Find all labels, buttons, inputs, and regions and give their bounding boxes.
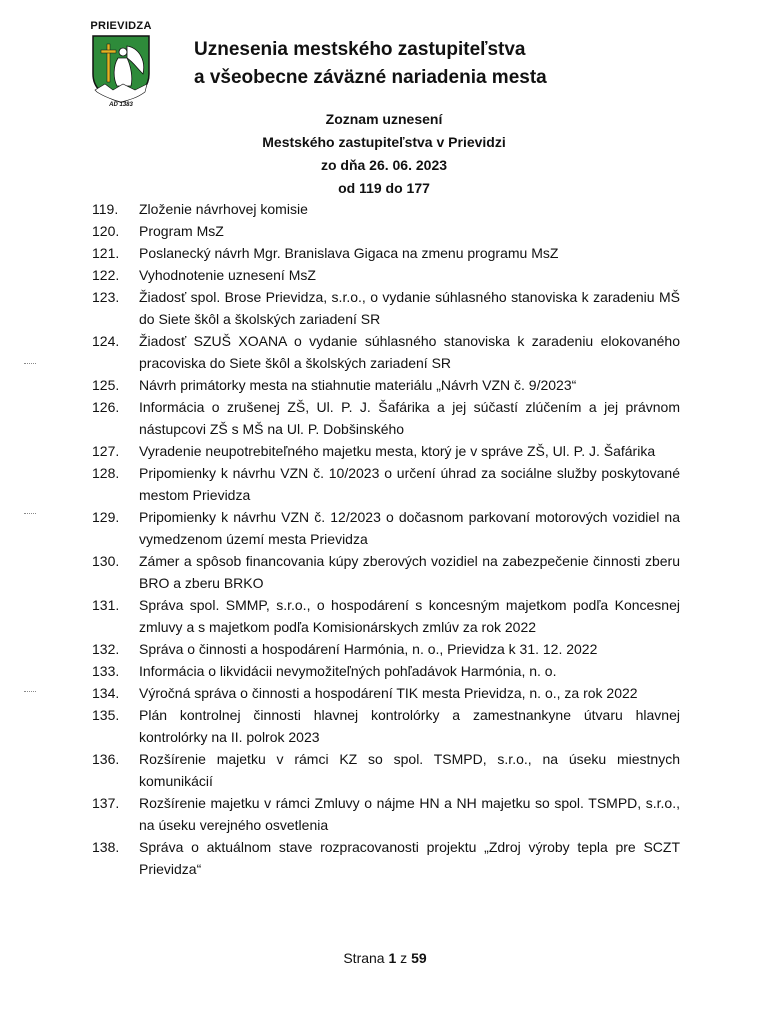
resolution-title: Správa o aktuálnom stave rozpracovanosti projektu „Zdroj výroby tepla pre SCZT Prievidza“ bbox=[139, 839, 680, 877]
resolution-title: Žiadosť SZUŠ XOANA o vydanie súhlasného stanoviska k zaradeniu elokovaného pracoviska do Siete škôl a školských zariadení SR bbox=[139, 333, 680, 371]
list-header-line-4: od 119 do 177 bbox=[338, 180, 430, 196]
resolution-item bbox=[92, 330, 680, 374]
resolution-item bbox=[92, 748, 680, 792]
margin-mark bbox=[24, 513, 36, 514]
resolution-title: Vyradenie neupotrebiteľného majetku mesta, ktorý je v správe ZŠ, Ul. P. J. Šafárika bbox=[139, 443, 656, 459]
resolution-title: Zloženie návrhovej komisie bbox=[139, 201, 308, 217]
crest-year: AD 1383 bbox=[109, 102, 133, 108]
document-title bbox=[194, 36, 547, 92]
footer-total-pages: 59 bbox=[411, 950, 427, 966]
footer-separator: z bbox=[400, 950, 408, 966]
resolution-item bbox=[92, 286, 680, 330]
resolution-item bbox=[92, 264, 680, 286]
resolution-item bbox=[92, 198, 680, 220]
resolution-number: 129. bbox=[92, 509, 120, 525]
document-title-line-2: a všeobecne záväzné nariadenia mesta bbox=[194, 67, 547, 88]
resolution-item bbox=[92, 594, 680, 638]
resolution-list bbox=[92, 198, 680, 880]
crest-town-name: PRIEVIDZA bbox=[90, 20, 152, 32]
resolution-item bbox=[92, 396, 680, 440]
margin-mark bbox=[24, 691, 36, 692]
resolution-title: Rozšírenie majetku v rámci Zmluvy o nájme HN a NH majetku so spol. TSMPD, s.r.o., na úseku verejného osvetlenia bbox=[139, 795, 680, 833]
resolution-number: 135. bbox=[92, 707, 120, 723]
resolution-number: 125. bbox=[92, 377, 120, 393]
resolution-title: Informácia o likvidácii nevymožiteľných pohľadávok Harmónia, n. o. bbox=[139, 663, 557, 679]
resolution-number: 132. bbox=[92, 641, 120, 657]
resolution-number: 136. bbox=[92, 751, 120, 767]
resolution-number: 131. bbox=[92, 597, 120, 613]
footer-prefix: Strana bbox=[343, 950, 385, 966]
resolution-title: Pripomienky k návrhu VZN č. 12/2023 o dočasnom parkovaní motorových vozidiel na vymedzenom území mesta Prievidza bbox=[139, 509, 680, 547]
resolution-item bbox=[92, 682, 680, 704]
resolution-number: 123. bbox=[92, 289, 120, 305]
resolution-number: 121. bbox=[92, 245, 120, 261]
resolution-number: 122. bbox=[92, 267, 120, 283]
resolution-number: 127. bbox=[92, 443, 120, 459]
resolution-number: 119. bbox=[92, 201, 119, 217]
crest-shield-icon bbox=[91, 34, 151, 104]
page-footer bbox=[0, 950, 770, 966]
margin-mark bbox=[24, 363, 36, 364]
resolution-item bbox=[92, 836, 680, 880]
resolution-title: Návrh primátorky mesta na stiahnutie materiálu „Návrh VZN č. 9/2023“ bbox=[139, 377, 577, 393]
resolution-number: 126. bbox=[92, 399, 120, 415]
list-header-line-1: Zoznam uznesení bbox=[325, 111, 443, 127]
footer-current-page: 1 bbox=[388, 950, 397, 966]
resolution-item bbox=[92, 220, 680, 242]
resolution-item bbox=[92, 638, 680, 660]
resolution-title: Správa o činnosti a hospodárení Harmónia, n. o., Prievidza k 31. 12. 2022 bbox=[139, 641, 598, 657]
resolution-number: 133. bbox=[92, 663, 120, 679]
resolution-number: 137. bbox=[92, 795, 120, 811]
document-title-line-1: Uznesenia mestského zastupiteľstva bbox=[194, 39, 526, 60]
coat-of-arms bbox=[82, 20, 160, 112]
resolution-item bbox=[92, 242, 680, 264]
resolution-number: 130. bbox=[92, 553, 120, 569]
resolution-item bbox=[92, 792, 680, 836]
resolution-title: Správa spol. SMMP, s.r.o., o hospodárení s koncesným majetkom podľa Koncesnej zmluvy a s majetkom podľa Komisionárskych zmlúv za rok 2022 bbox=[139, 597, 680, 635]
resolution-item bbox=[92, 374, 680, 396]
resolution-item bbox=[92, 660, 680, 682]
resolution-title: Výročná správa o činnosti a hospodárení TIK mesta Prievidza, n. o., za rok 2022 bbox=[139, 685, 638, 701]
resolution-title: Vyhodnotenie uznesení MsZ bbox=[139, 267, 316, 283]
resolution-title: Zámer a spôsob financovania kúpy zberových vozidiel na zabezpečenie činnosti zberu BRO a zberu BRKO bbox=[139, 553, 680, 591]
list-header-line-3: zo dňa 26. 06. 2023 bbox=[320, 157, 448, 173]
resolution-title: Informácia o zrušenej ZŠ, Ul. P. J. Šafárika a jej súčastí zlúčením a jej právnom nástupcovi ZŠ s MŠ na Ul. P. Dobšinského bbox=[139, 399, 680, 437]
resolution-number: 134. bbox=[92, 685, 120, 701]
resolution-item bbox=[92, 440, 680, 462]
resolution-item bbox=[92, 704, 680, 748]
resolution-item bbox=[92, 550, 680, 594]
resolution-number: 128. bbox=[92, 465, 120, 481]
resolution-number: 124. bbox=[92, 333, 120, 349]
resolution-title: Plán kontrolnej činnosti hlavnej kontrolórky a zamestnankyne útvaru hlavnej kontrolórky na II. polrok 2023 bbox=[139, 707, 680, 745]
resolution-list-header bbox=[0, 108, 770, 200]
resolution-number: 120. bbox=[92, 223, 120, 239]
resolution-title: Poslanecký návrh Mgr. Branislava Gigaca na zmenu programu MsZ bbox=[139, 245, 559, 261]
resolution-number: 138. bbox=[92, 839, 120, 855]
resolution-title: Program MsZ bbox=[139, 223, 224, 239]
resolution-title: Žiadosť spol. Brose Prievidza, s.r.o., o vydanie súhlasného stanoviska k zaradeniu MŠ do Siete škôl a školských zariadení SR bbox=[139, 289, 680, 327]
resolution-item bbox=[92, 462, 680, 506]
resolution-item bbox=[92, 506, 680, 550]
resolution-title: Rozšírenie majetku v rámci KZ so spol. TSMPD, s.r.o., na úseku miestnych komunikácií bbox=[139, 751, 680, 789]
resolution-title: Pripomienky k návrhu VZN č. 10/2023 o určení úhrad za sociálne služby poskytované mestom Prievidza bbox=[139, 465, 680, 503]
list-header-line-2: Mestského zastupiteľstva v Prievidzi bbox=[262, 134, 506, 150]
